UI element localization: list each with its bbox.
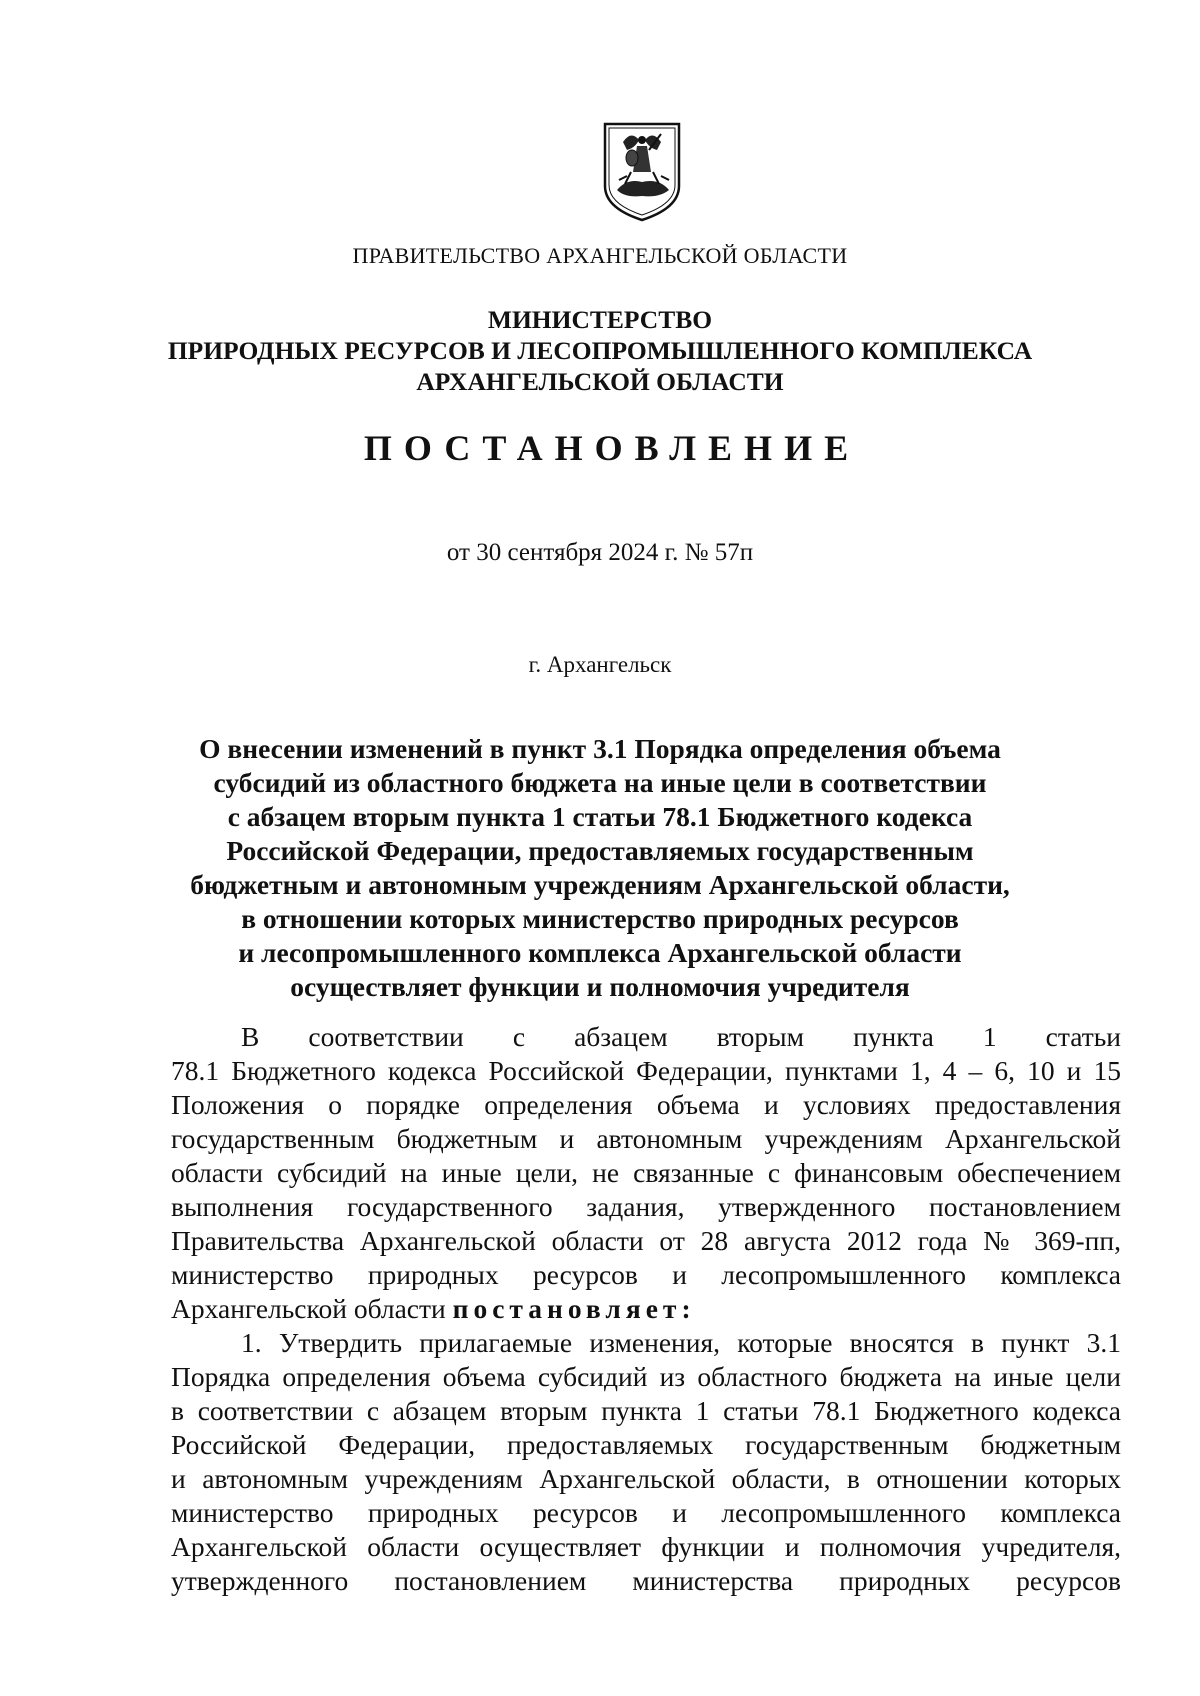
document-body xyxy=(171,1020,1121,1598)
body-line: утвержденного постановлением министерства природных ресурсов xyxy=(171,1565,1121,1596)
body-line: государственным бюджетным и автономным учреждениям Архангельской xyxy=(171,1123,1121,1154)
document-title xyxy=(0,732,1200,1004)
title-line: и лесопромышленного комплекса Архангельской области xyxy=(238,937,962,968)
ministry-line: МИНИСТЕРСТВО xyxy=(487,305,713,334)
title-line: бюджетным и автономным учреждениям Архангельской области, xyxy=(190,869,1010,900)
body-line: и автономным учреждениям Архангельской области, в отношении которых xyxy=(171,1463,1121,1494)
title-line: О внесении изменений в пункт 3.1 Порядка определения объема xyxy=(199,733,1001,764)
body-line: министерство природных ресурсов и лесопромышленного комплекса xyxy=(171,1497,1121,1528)
coat-of-arms-emblem-icon xyxy=(601,120,683,223)
body-line: Положения о порядке определения объема и условиях предоставления xyxy=(171,1089,1121,1120)
body-line: в соответствии с абзацем вторым пункта 1 статьи 78.1 Бюджетного кодекса xyxy=(171,1395,1121,1426)
body-line: министерство природных ресурсов и лесопромышленного комплекса xyxy=(171,1259,1121,1290)
body-line: области субсидий на иные цели, не связанные с финансовым обеспечением xyxy=(171,1157,1121,1188)
resolves-word: постановляет: xyxy=(452,1293,696,1324)
document-type: ПОСТАНОВЛЕНИЕ xyxy=(363,428,861,468)
body-line: 78.1 Бюджетного кодекса Российской Федерации, пунктами 1, 4 – 6, 10 и 15 xyxy=(171,1055,1121,1086)
ministry-line: ПРИРОДНЫХ РЕСУРСОВ И ЛЕСОПРОМЫШЛЕННОГО КОМПЛЕКСА xyxy=(167,336,1033,365)
title-line: с абзацем вторым пункта 1 статьи 78.1 Бюджетного кодекса xyxy=(227,801,973,832)
ministry-line: АРХАНГЕЛЬСКОЙ ОБЛАСТИ xyxy=(416,367,784,396)
body-line: Порядка определения объема субсидий из областного бюджета на иные цели xyxy=(171,1361,1121,1392)
title-line: Российской Федерации, предоставляемых государственным xyxy=(226,835,974,866)
body-line: В соответствии с абзацем вторым пункта 1 статьи xyxy=(241,1021,1121,1052)
body-line: Архангельской области осуществляет функции и полномочия учредителя, xyxy=(171,1531,1121,1562)
body-line: 1. Утвердить прилагаемые изменения, которые вносятся в пункт 3.1 xyxy=(241,1327,1121,1358)
date-and-number: от 30 сентября 2024 г. № 57п xyxy=(446,539,754,566)
body-line: Российской Федерации, предоставляемых государственным бюджетным xyxy=(171,1429,1121,1460)
body-line: Правительства Архангельской области от 28 августа 2012 года № 369-пп, xyxy=(171,1225,1121,1256)
title-line: в отношении которых министерство природных ресурсов xyxy=(241,903,959,934)
title-line: осуществляет функции и полномочия учредителя xyxy=(290,971,910,1002)
body-text: Архангельской области xyxy=(171,1293,446,1324)
body-line: выполнения государственного задания, утвержденного постановлением xyxy=(171,1191,1121,1222)
government-name: ПРАВИТЕЛЬСТВО АРХАНГЕЛЬСКОЙ ОБЛАСТИ xyxy=(352,243,848,268)
city: г. Архангельск xyxy=(528,652,672,677)
ministry-name xyxy=(0,304,1200,397)
title-line: субсидий из областного бюджета на иные цели в соответствии xyxy=(213,767,987,798)
body-line-resolves xyxy=(171,1292,1121,1326)
